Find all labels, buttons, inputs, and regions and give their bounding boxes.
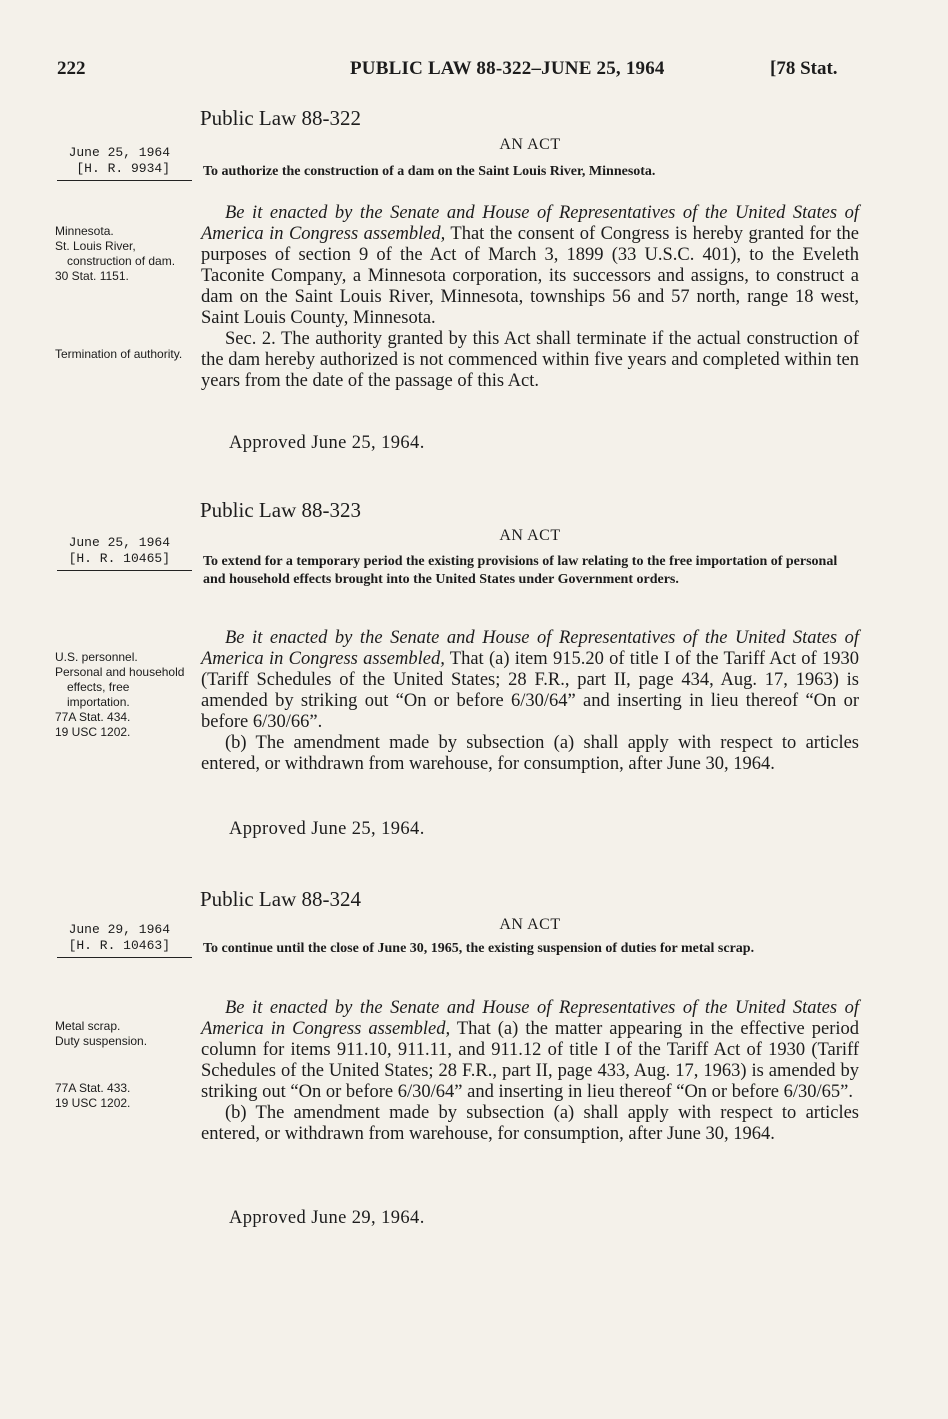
margin-notes [55, 224, 195, 284]
enactment-date: June 25, 1964 [68, 145, 170, 160]
margin-notes [55, 1019, 195, 1049]
margin-note: 77A Stat. 434. [55, 710, 131, 724]
divider [57, 180, 192, 181]
section-text: That (a) item 915.20 of title I of the Tariff Act of 1930 (Tariff Schedules of the United States; 28 F.R., part II, page 434, Aug. 17, 1963) is amended by striking out “On or before 6/30/64” and inserting in lieu thereof “On or before 6/30/66”. [201, 649, 859, 732]
margin-note: Duty suspension. [55, 1034, 148, 1048]
enacting-clause: Be it enacted by the Senate and House of Representatives of the United States of America in Congress assembled, [201, 203, 859, 244]
section-text: Sec. 2. The authority granted by this Act shall terminate if the actual construction of the dam hereby authorized is not commenced within five years and completed within ten years from the date of the passage of this Act. [201, 329, 859, 391]
enacting-clause: Be it enacted by the Senate and House of Representatives of the United States of America in Congress assembled, [201, 998, 859, 1039]
act-purpose: To authorize the construction of a dam on the Saint Louis River, Minnesota. [203, 164, 656, 179]
act-body [201, 628, 859, 775]
margin-note: Metal scrap. [55, 1019, 121, 1033]
section-text: That the consent of Congress is hereby granted for the purposes of section 9 of the Act of March 3, 1899 (33 U.S.C. 401), to the Eveleth Taconite Company, a Minnesota corporation, its successors and assigns, to construct a dam on the Saint Louis River, Minnesota, townships 56 and 57 north, range 18 west, Saint Louis County, Minnesota. [201, 224, 859, 328]
margin-note: 77A Stat. 433. [55, 1081, 131, 1095]
act-label: AN ACT [499, 527, 561, 544]
divider [57, 957, 192, 958]
margin-note: 30 Stat. 1151. [55, 269, 129, 283]
margin-notes [55, 1081, 195, 1111]
statute-reference: [78 Stat. [770, 58, 838, 79]
margin-notes [55, 650, 195, 740]
section-text: (b) The amendment made by subsection (a) shall apply with respect to articles entered, or withdrawn from warehouse, for consumption, after June 30, 1964. [201, 1103, 859, 1144]
enactment-date: June 29, 1964 [68, 922, 170, 937]
section-text: That (a) the matter appearing in the effective period column for items 911.10, 911.11, and 911.12 of title I of the Tariff Act of 1930 (Tariff Schedules of the United States; 28 F.R., part II, page 433, Aug. 17, 1963) is amended by striking out “On or before 6/30/64” and inserting in lieu thereof “On or before 6/30/65”. [201, 1019, 859, 1102]
bill-number: [H. R. 10463] [68, 938, 170, 953]
act-label: AN ACT [499, 916, 561, 933]
approval-date-block [57, 145, 192, 177]
divider [57, 570, 192, 571]
margin-note: 19 USC 1202. [55, 725, 131, 739]
law-heading: Public Law 88-324 [200, 887, 361, 911]
approval-line: Approved June 25, 1964. [229, 819, 425, 839]
margin-note: Termination of authority. [55, 347, 183, 361]
bill-number: [H. R. 10465] [68, 551, 170, 566]
law-heading: Public Law 88-323 [200, 498, 361, 522]
act-purpose: To extend for a temporary period the existing provisions of law relating to the free importation of personal and household effects brought into the United States under Government orders. [203, 554, 838, 587]
act-purpose: To continue until the close of June 30, 1965, the existing suspension of duties for metal scrap. [203, 941, 755, 956]
approval-line: Approved June 29, 1964. [229, 1208, 425, 1228]
page-number: 222 [57, 58, 86, 79]
running-title: PUBLIC LAW 88-322–JUNE 25, 1964 [350, 58, 665, 79]
act-body [201, 998, 859, 1145]
enactment-date: June 25, 1964 [68, 535, 170, 550]
enacting-clause: Be it enacted by the Senate and House of Representatives of the United States of America in Congress assembled, [201, 628, 859, 669]
page-header [0, 58, 948, 88]
section-text: (b) The amendment made by subsection (a) shall apply with respect to articles entered, or withdrawn from warehouse, for consumption, after June 30, 1964. [201, 733, 859, 774]
approval-date-block [57, 535, 192, 567]
approval-date-block [57, 922, 192, 954]
margin-note: U.S. personnel. [55, 650, 138, 664]
margin-note: 19 USC 1202. [55, 1096, 131, 1110]
margin-notes [55, 347, 195, 362]
approval-line: Approved June 25, 1964. [229, 433, 425, 453]
act-label: AN ACT [499, 136, 561, 153]
margin-note: Minnesota. [55, 224, 114, 238]
act-body [201, 203, 859, 392]
bill-number: [H. R. 9934] [76, 161, 170, 176]
margin-note: Personal and household effects, free importation. [55, 665, 185, 709]
law-heading: Public Law 88-322 [200, 106, 361, 130]
margin-note: St. Louis River, construction of dam. [55, 239, 176, 268]
